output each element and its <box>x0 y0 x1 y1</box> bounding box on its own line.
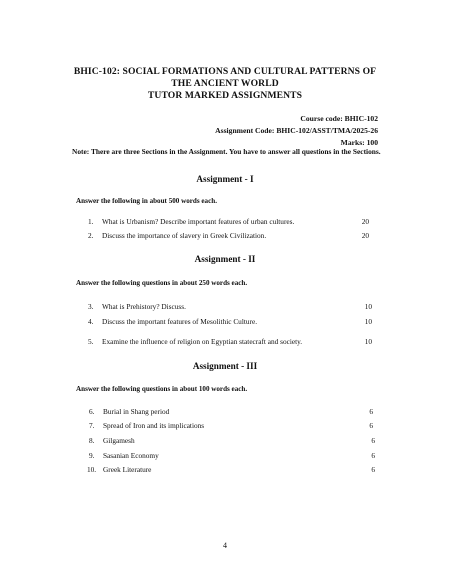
question-marks: 10 <box>364 302 372 311</box>
doc-title-line-3: TUTOR MARKED ASSIGNMENTS <box>147 90 303 101</box>
question-text: Spread of Iron and its implications <box>103 421 205 430</box>
question-number: 7. <box>89 421 95 430</box>
question-text: Greek Literature <box>103 465 152 474</box>
question-marks: 6 <box>371 436 375 445</box>
question-marks: 6 <box>369 407 373 416</box>
question-marks: 6 <box>371 451 375 460</box>
question-marks: 6 <box>371 465 375 474</box>
question-number: 1. <box>88 217 94 226</box>
question-text: What is Urbanism? Describe important features of urban cultures. <box>102 217 295 226</box>
doc-title-line-2: THE ANCIENT WORLD <box>171 78 279 89</box>
question-text: Burial in Shang period <box>103 407 170 416</box>
question-number: 9. <box>89 451 95 460</box>
section-instruction-2: Answer the following questions in about 250 words each. <box>76 279 248 287</box>
section-heading-3: Assignment - III <box>192 361 258 371</box>
section-instruction-1: Answer the following in about 500 words each. <box>76 197 217 205</box>
doc-title-line-1: BHIC-102: SOCIAL FORMATIONS AND CULTURAL PATTERNS OF <box>73 66 377 77</box>
question-marks: 6 <box>369 421 373 430</box>
question-number: 6. <box>89 407 95 416</box>
question-marks: 10 <box>364 317 372 326</box>
question-text: Discuss the importance of slavery in Greek Civilization. <box>102 231 267 240</box>
note-text: Note: There are three Sections in the Assignment. You have to answer all questions in the Sections. <box>72 147 381 156</box>
question-number: 10. <box>87 465 97 474</box>
question-marks: 20 <box>361 231 369 240</box>
course-code: Course code: BHIC-102 <box>300 114 378 123</box>
question-marks: 10 <box>364 337 372 346</box>
question-text: Gilgamesh <box>103 436 135 445</box>
question-text: Discuss the important features of Mesolithic Culture. <box>102 317 258 326</box>
question-marks: 20 <box>361 217 369 226</box>
question-number: 3. <box>88 302 94 311</box>
section-instruction-3: Answer the following questions in about 100 words each. <box>76 385 248 393</box>
question-text: Examine the influence of religion on Egyptian statecraft and society. <box>102 337 303 346</box>
section-heading-1: Assignment - I <box>196 174 254 184</box>
question-number: 2. <box>88 231 94 240</box>
question-number: 4. <box>88 317 94 326</box>
section-heading-2: Assignment - II <box>194 254 256 264</box>
question-text: Sasanian Economy <box>103 451 159 460</box>
question-text: What is Prehistory? Discuss. <box>102 302 186 311</box>
page-number: 4 <box>223 541 227 550</box>
question-number: 8. <box>89 436 95 445</box>
assignment-code: Assignment Code: BHIC-102/ASST/TMA/2025-26 <box>215 126 378 135</box>
question-number: 5. <box>88 337 94 346</box>
marks-total: Marks: 100 <box>340 138 378 147</box>
